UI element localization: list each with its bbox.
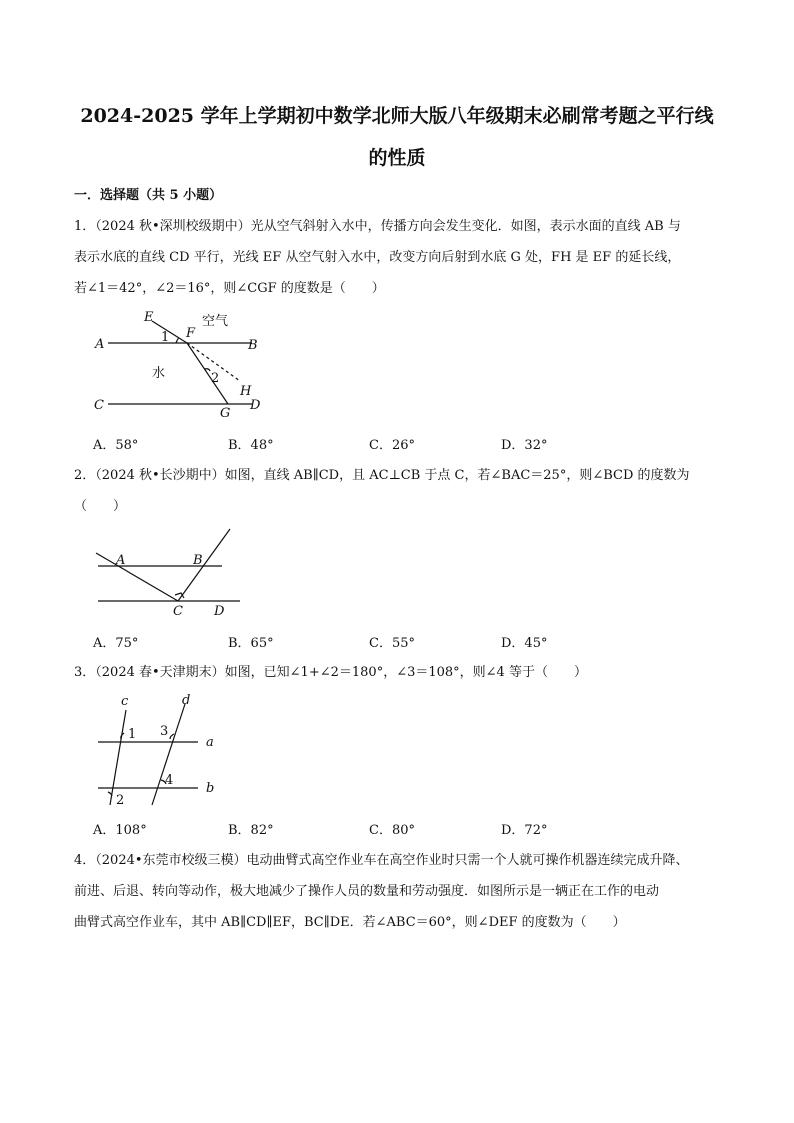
- question-4-line-2: 前进、后退、转向等动作，极大地减少了操作人员的数量和劳动强度．如图所示是一辆正在工作的电动: [74, 884, 660, 899]
- option-b: B．82°: [228, 823, 274, 838]
- question-2-line-2: （ ）: [74, 499, 127, 514]
- page-title-line-1: 2024-2025 学年上学期初中数学北师大版八年级期末必刷常考题之平行线: [80, 105, 714, 127]
- label-d: d: [182, 693, 191, 708]
- label-d: D: [214, 604, 225, 619]
- label-angle-1: 1: [128, 727, 137, 742]
- option-d: D．72°: [501, 823, 548, 838]
- question-2: [74, 460, 734, 522]
- label-a: A: [95, 337, 105, 352]
- label-angle-4: 4: [165, 773, 174, 788]
- question-3-line-1: 3．（2024 春•天津期末）如图，已知∠1+∠2＝180°，∠3＝108°，则∠4 等于（ ）: [74, 665, 587, 680]
- option-a: A．75°: [93, 636, 139, 651]
- question-1-line-1: 1．（2024 秋•深圳校级期中）光从空气斜射入水中，传播方向会发生变化．如图，表示水面的直线 AB 与: [74, 219, 681, 234]
- label-h: H: [240, 384, 252, 399]
- ray-ef: [152, 321, 187, 343]
- option-b: B．48°: [228, 438, 274, 453]
- label-f: F: [186, 326, 196, 341]
- page-title-line-2: 的性质: [368, 147, 426, 169]
- line-c: [110, 710, 126, 805]
- label-b: B: [193, 553, 203, 568]
- question-1-line-2: 表示水底的直线 CD 平行，光线 EF 从空气射入水中，改变方向后射到水底 G 处，FH 是 EF 的延长线，: [74, 250, 681, 265]
- figure-3-transversal-diagram: [90, 692, 230, 810]
- label-a: A: [116, 553, 126, 568]
- ray-fg: [187, 343, 228, 404]
- label-angle-1: 1: [161, 330, 170, 345]
- option-a: A．58°: [93, 438, 139, 453]
- label-b: B: [248, 338, 258, 353]
- option-c: C．55°: [369, 636, 415, 651]
- question-3: [74, 657, 734, 688]
- label-d: D: [250, 398, 261, 413]
- label-a: a: [206, 735, 214, 750]
- question-2-line-1: 2．（2024 秋•长沙期中）如图，直线 AB∥CD，且 AC⊥CB 于点 C，若∠BAC＝25°，则∠BCD 的度数为: [74, 468, 690, 483]
- question-1-line-3: 若∠1＝42°，∠2＝16°，则∠CGF 的度数是（ ）: [74, 281, 385, 296]
- option-d: D．32°: [501, 438, 548, 453]
- question-4-line-3: 曲臂式高空作业车，其中 AB∥CD∥EF，BC∥DE．若∠ABC＝60°，则∠DEF 的度数为（ ）: [74, 915, 626, 930]
- angle-1-arc: [121, 733, 124, 739]
- label-b: b: [206, 781, 215, 796]
- option-c: C．80°: [369, 823, 415, 838]
- line-d: [152, 704, 185, 805]
- label-angle-2: 2: [211, 371, 220, 386]
- figure-1-refraction-diagram: [90, 305, 280, 417]
- option-b: B．65°: [228, 636, 274, 651]
- label-angle-3: 3: [160, 724, 169, 739]
- question-4: [74, 845, 734, 938]
- segment-cb: [178, 529, 230, 601]
- label-water: 水: [152, 366, 166, 381]
- label-angle-2: 2: [116, 793, 125, 808]
- label-c: c: [121, 694, 129, 709]
- label-e: E: [144, 310, 154, 325]
- option-a: A．108°: [93, 823, 147, 838]
- option-d: D．45°: [501, 636, 548, 651]
- angle-1-arc: [176, 338, 179, 343]
- figure-2-parallel-lines-diagram: [90, 527, 250, 619]
- question-4-line-1: 4．（2024•东莞市校级三模）电动曲臂式高空作业车在高空作业时只需一个人就可操作机器连续完成升降、: [74, 853, 689, 868]
- label-c: C: [173, 604, 183, 619]
- label-air: 空气: [202, 314, 229, 329]
- question-1: [74, 211, 734, 304]
- section-heading: 一．选择题（共 5 小题）: [74, 188, 223, 203]
- angle-2-arc: [108, 792, 112, 796]
- label-g: G: [220, 406, 231, 417]
- label-c: C: [94, 398, 104, 413]
- option-c: C．26°: [369, 438, 415, 453]
- segment-ac: [96, 553, 178, 601]
